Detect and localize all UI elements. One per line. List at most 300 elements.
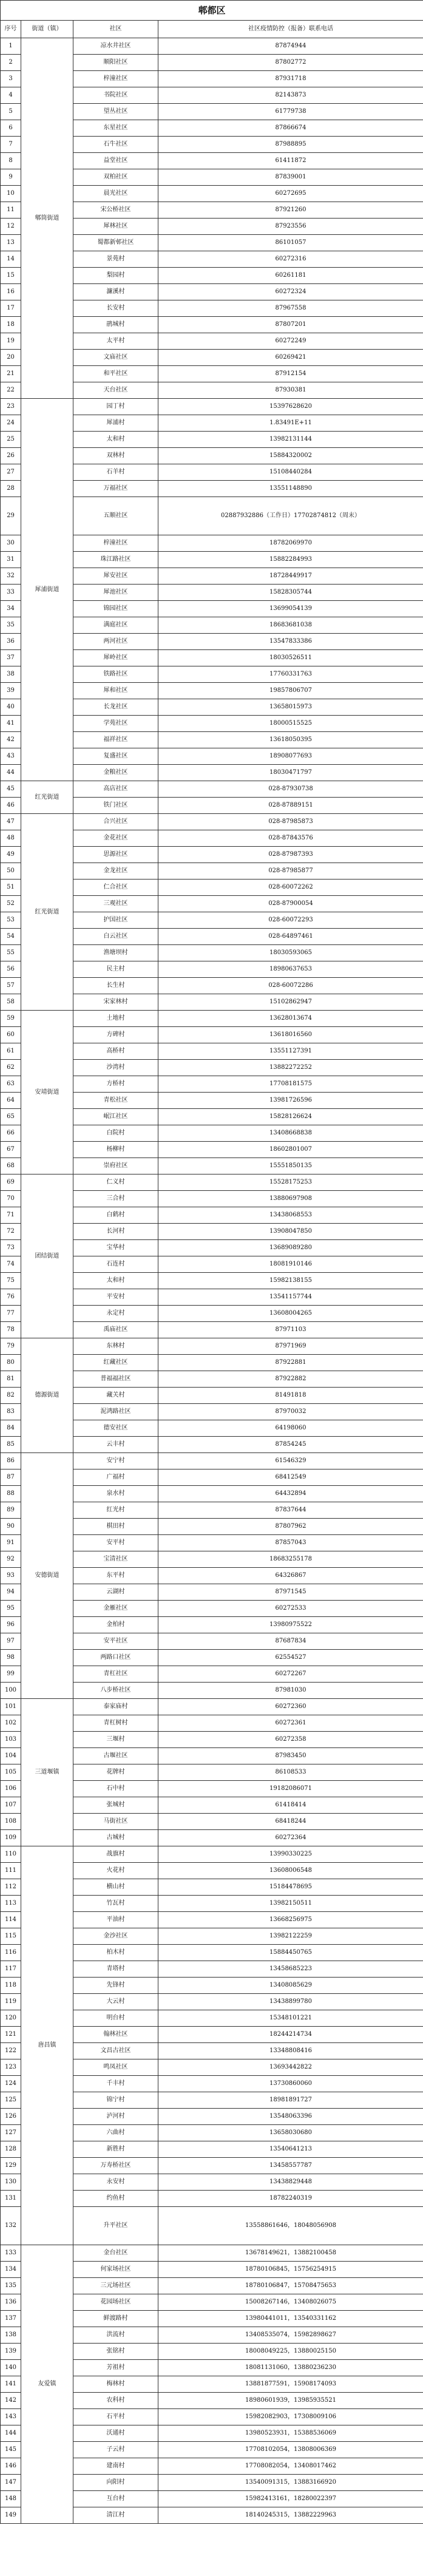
contact-cell: 13438899780 <box>158 1994 423 2010</box>
community-cell: 金雁社区 <box>73 1601 158 1617</box>
community-cell: 平安村 <box>73 1289 158 1306</box>
contact-cell: 13458557787 <box>158 2158 423 2174</box>
row-number: 81 <box>1 1371 21 1388</box>
row-number: 132 <box>1 2207 21 2245</box>
community-cell: 锦宁村 <box>73 2092 158 2109</box>
contact-cell: 87971103 <box>158 1322 423 1338</box>
row-number: 19 <box>1 333 21 350</box>
community-cell: 和平社区 <box>73 366 158 382</box>
row-number: 68 <box>1 1158 21 1174</box>
row-number: 80 <box>1 1355 21 1371</box>
community-cell: 护国社区 <box>73 912 158 929</box>
row-number: 59 <box>1 1011 21 1027</box>
contact-cell: 18683681038 <box>158 617 423 634</box>
row-number: 139 <box>1 2344 21 2360</box>
community-cell: 两路口社区 <box>73 1650 158 1666</box>
contact-cell: 60272249 <box>158 333 423 350</box>
header-contact: 社区疫情防控（报备）联系电话 <box>158 21 423 38</box>
community-cell: 犀池社区 <box>73 585 158 601</box>
contact-cell: 028-87987393 <box>158 847 423 863</box>
row-number: 107 <box>1 1797 21 1814</box>
community-cell: 渔塘坝村 <box>73 945 158 961</box>
row-number: 143 <box>1 2409 21 2425</box>
contact-cell: 60272316 <box>158 251 423 268</box>
community-cell: 梅林村 <box>73 2376 158 2393</box>
row-number: 125 <box>1 2092 21 2109</box>
contact-cell: 87802772 <box>158 55 423 71</box>
contact-cell: 87912154 <box>158 366 423 382</box>
row-number: 1 <box>1 38 21 55</box>
community-cell: 福祥社区 <box>73 732 158 748</box>
contact-cell: 13551127391 <box>158 1043 423 1060</box>
contact-cell: 60272695 <box>158 186 423 202</box>
row-number: 140 <box>1 2360 21 2376</box>
community-cell: 两河社区 <box>73 634 158 650</box>
community-cell: 石平村 <box>73 2409 158 2425</box>
community-cell: 约鱼村 <box>73 2191 158 2207</box>
contact-cell: 61779738 <box>158 104 423 120</box>
community-cell: 复盛社区 <box>73 748 158 765</box>
row-number: 95 <box>1 1601 21 1617</box>
contact-cell: 13982150511 <box>158 1896 423 1912</box>
community-cell: 万寿桥社区 <box>73 2158 158 2174</box>
community-cell: 双林村 <box>73 448 158 464</box>
row-number: 42 <box>1 732 21 748</box>
contact-cell: 13658015973 <box>158 699 423 716</box>
community-cell: 思源社区 <box>73 847 158 863</box>
row-number: 47 <box>1 814 21 830</box>
row-number: 87 <box>1 1469 21 1486</box>
community-cell: 翰林社区 <box>73 2027 158 2043</box>
contact-cell: 17708181575 <box>158 1076 423 1093</box>
contact-cell: 18908077693 <box>158 748 423 765</box>
community-cell: 青塔村 <box>73 1961 158 1978</box>
table-row <box>1 2245 423 2262</box>
row-number: 18 <box>1 317 21 333</box>
row-number: 6 <box>1 120 21 137</box>
community-cell: 火花村 <box>73 1863 158 1879</box>
community-cell: 长生村 <box>73 978 158 994</box>
row-number: 44 <box>1 765 21 781</box>
contact-cell: 87807201 <box>158 317 423 333</box>
community-cell: 三合村 <box>73 1191 158 1207</box>
contact-cell: 13408535074，15982898627 <box>158 2327 423 2344</box>
contact-cell: 61546329 <box>158 1453 423 1469</box>
contact-cell: 60261181 <box>158 268 423 284</box>
contact-cell: 13608004265 <box>158 1306 423 1322</box>
contact-cell: 13908047850 <box>158 1224 423 1240</box>
contact-cell: 87981030 <box>158 1683 423 1699</box>
contact-cell: 18081131060，13880236230 <box>158 2360 423 2376</box>
contact-cell: 18782069970 <box>158 535 423 552</box>
community-cell: 三堰村 <box>73 1732 158 1748</box>
contact-cell: 87807962 <box>158 1519 423 1535</box>
row-number: 122 <box>1 2043 21 2059</box>
community-cell: 青杠树村 <box>73 1715 158 1732</box>
contact-cell: 61418414 <box>158 1797 423 1814</box>
contact-cell: 028-60072262 <box>158 880 423 896</box>
row-number: 121 <box>1 2027 21 2043</box>
row-number: 16 <box>1 284 21 300</box>
row-number: 77 <box>1 1306 21 1322</box>
community-cell: 东星社区 <box>73 120 158 137</box>
contact-cell: 87971969 <box>158 1338 423 1355</box>
row-number: 126 <box>1 2109 21 2125</box>
contact-cell: 028-87985877 <box>158 863 423 880</box>
contact-cell: 028-87985873 <box>158 814 423 830</box>
contact-cell: 028-60072286 <box>158 978 423 994</box>
street-cell: 郫筒街道 <box>21 38 73 399</box>
contact-cell: 18780106845，15756254915 <box>158 2262 423 2278</box>
row-number: 48 <box>1 830 21 847</box>
community-cell: 锦园社区 <box>73 601 158 617</box>
community-cell: 沙湾村 <box>73 1060 158 1076</box>
row-number: 86 <box>1 1453 21 1469</box>
row-number: 111 <box>1 1863 21 1879</box>
row-number: 91 <box>1 1535 21 1551</box>
contact-cell: 1.83491E+11 <box>158 415 423 432</box>
row-number: 142 <box>1 2393 21 2409</box>
contact-cell: 87930381 <box>158 382 423 399</box>
community-cell: 石羊村 <box>73 464 158 481</box>
community-cell: 濂溪村 <box>73 284 158 300</box>
community-cell: 泉水村 <box>73 1486 158 1502</box>
row-number: 50 <box>1 863 21 880</box>
community-cell: 鲜渡路村 <box>73 2311 158 2327</box>
community-cell: 安宁村 <box>73 1453 158 1469</box>
row-number: 110 <box>1 1846 21 1863</box>
contact-cell: 15348101221 <box>158 2010 423 2027</box>
row-number: 93 <box>1 1568 21 1584</box>
row-number: 17 <box>1 300 21 317</box>
community-cell: 犀和社区 <box>73 683 158 699</box>
community-cell: 建南村 <box>73 2458 158 2475</box>
row-number: 22 <box>1 382 21 399</box>
contact-cell: 60269421 <box>158 350 423 366</box>
contact-cell: 13558861646，18048056908 <box>158 2207 423 2245</box>
contact-cell: 13699054139 <box>158 601 423 617</box>
community-cell: 藏关村 <box>73 1388 158 1404</box>
row-number: 115 <box>1 1928 21 1945</box>
contact-cell: 60272364 <box>158 1830 423 1846</box>
contact-cell: 68412549 <box>158 1469 423 1486</box>
row-number: 82 <box>1 1388 21 1404</box>
row-number: 53 <box>1 912 21 929</box>
row-number: 52 <box>1 896 21 912</box>
community-cell: 安平社区 <box>73 1633 158 1650</box>
row-number: 144 <box>1 2425 21 2442</box>
street-cell: 犀浦街道 <box>21 399 73 781</box>
contact-cell: 15528175253 <box>158 1174 423 1191</box>
community-cell: 铁路社区 <box>73 666 158 683</box>
community-cell: 柏木村 <box>73 1945 158 1961</box>
community-cell: 宋公桥社区 <box>73 202 158 219</box>
row-number: 85 <box>1 1437 21 1453</box>
header-row <box>1 21 423 38</box>
row-number: 83 <box>1 1404 21 1420</box>
community-cell: 宝华村 <box>73 1240 158 1256</box>
community-cell: 书院社区 <box>73 87 158 104</box>
row-number: 137 <box>1 2311 21 2327</box>
community-cell: 青杠社区 <box>73 1666 158 1683</box>
contact-cell: 028-64897461 <box>158 929 423 945</box>
community-cell: 犀浦村 <box>73 415 158 432</box>
contact-cell: 13689089280 <box>158 1240 423 1256</box>
row-number: 24 <box>1 415 21 432</box>
row-number: 45 <box>1 781 21 798</box>
row-number: 134 <box>1 2262 21 2278</box>
row-number: 64 <box>1 1093 21 1109</box>
contact-cell: 18602801007 <box>158 1142 423 1158</box>
row-number: 146 <box>1 2458 21 2475</box>
community-cell: 犀岭社区 <box>73 650 158 666</box>
contact-cell: 15982413161，18280022397 <box>158 2491 423 2507</box>
table-body <box>1 38 423 2524</box>
community-cell: 金龙社区 <box>73 863 158 880</box>
contact-cell: 68418244 <box>158 1814 423 1830</box>
community-cell: 八步桥社区 <box>73 1683 158 1699</box>
row-number: 108 <box>1 1814 21 1830</box>
contact-cell: 13618050395 <box>158 732 423 748</box>
community-cell: 清江村 <box>73 2507 158 2524</box>
community-cell: 东平村 <box>73 1568 158 1584</box>
community-cell: 向阳村 <box>73 2475 158 2491</box>
community-cell: 沃通村 <box>73 2425 158 2442</box>
community-cell: 大云村 <box>73 1994 158 2010</box>
row-number: 70 <box>1 1191 21 1207</box>
table-row <box>1 781 423 798</box>
community-cell: 古堰社区 <box>73 1748 158 1764</box>
community-cell: 文庙社区 <box>73 350 158 366</box>
table-row <box>1 1453 423 1469</box>
community-cell: 金柏村 <box>73 1617 158 1633</box>
contact-cell: 15008267146，13408026075 <box>158 2294 423 2311</box>
contact-cell: 13540091315，13883166920 <box>158 2475 423 2491</box>
contact-cell: 13980523931，15388536069 <box>158 2425 423 2442</box>
street-cell: 安靖街道 <box>21 1011 73 1174</box>
row-number: 102 <box>1 1715 21 1732</box>
community-cell: 张城村 <box>73 1797 158 1814</box>
community-cell: 云丰村 <box>73 1437 158 1453</box>
contact-cell: 13980975522 <box>158 1617 423 1633</box>
contact-cell: 13408668838 <box>158 1125 423 1142</box>
community-cell: 白云社区 <box>73 929 158 945</box>
contact-cell: 18728449917 <box>158 568 423 585</box>
community-cell: 学苑社区 <box>73 716 158 732</box>
row-number: 20 <box>1 350 21 366</box>
community-cell: 普福福社区 <box>73 1371 158 1388</box>
row-number: 114 <box>1 1912 21 1928</box>
community-cell: 高桥村 <box>73 1043 158 1060</box>
table-row <box>1 1011 423 1027</box>
row-number: 34 <box>1 601 21 617</box>
contact-cell: 64432894 <box>158 1486 423 1502</box>
contact-cell: 13981726596 <box>158 1093 423 1109</box>
community-cell: 红藏社区 <box>73 1355 158 1371</box>
community-cell: 农科村 <box>73 2393 158 2409</box>
row-number: 31 <box>1 552 21 568</box>
community-cell: 崇府社区 <box>73 1158 158 1174</box>
row-number: 7 <box>1 137 21 153</box>
community-cell: 禹庙社区 <box>73 1322 158 1338</box>
contact-cell: 87931718 <box>158 71 423 87</box>
row-number: 123 <box>1 2059 21 2076</box>
contact-cell: 13547833386 <box>158 634 423 650</box>
contact-cell: 13458685223 <box>158 1961 423 1978</box>
row-number: 4 <box>1 87 21 104</box>
row-number: 72 <box>1 1224 21 1240</box>
community-cell: 太和村 <box>73 1273 158 1289</box>
community-cell: 何家场社区 <box>73 2262 158 2278</box>
street-cell: 唐昌镇 <box>21 1846 73 2245</box>
contact-cell: 13438068553 <box>158 1207 423 1224</box>
table-row <box>1 399 423 415</box>
contact-cell: 18000515525 <box>158 716 423 732</box>
contact-cell: 64198060 <box>158 1420 423 1437</box>
contact-cell: 18244214734 <box>158 2027 423 2043</box>
community-cell: 蜀都新邨社区 <box>73 235 158 251</box>
contact-cell: 02887932886（工作日）17702874812（周末） <box>158 497 423 535</box>
community-cell: 长龙社区 <box>73 699 158 716</box>
community-cell: 益堂社区 <box>73 153 158 169</box>
contact-cell: 18008049225，13880025150 <box>158 2344 423 2360</box>
contact-cell: 13990330225 <box>158 1846 423 1863</box>
community-cell: 天台社区 <box>73 382 158 399</box>
contact-cell: 028-60072293 <box>158 912 423 929</box>
row-number: 90 <box>1 1519 21 1535</box>
contact-cell: 87837644 <box>158 1502 423 1519</box>
community-cell: 凉水井社区 <box>73 38 158 55</box>
row-number: 56 <box>1 961 21 978</box>
row-number: 96 <box>1 1617 21 1633</box>
contact-cell: 13438829448 <box>158 2174 423 2191</box>
community-cell: 竹瓦村 <box>73 1896 158 1912</box>
street-cell: 团结街道 <box>21 1174 73 1338</box>
row-number: 138 <box>1 2327 21 2344</box>
table-row <box>1 1174 423 1191</box>
community-cell: 文昌古社区 <box>73 2043 158 2059</box>
contact-cell: 13658030680 <box>158 2125 423 2141</box>
contact-cell: 15982138155 <box>158 1273 423 1289</box>
contact-cell: 13408085629 <box>158 1978 423 1994</box>
contact-cell: 13882272252 <box>158 1060 423 1076</box>
community-cell: 花牌村 <box>73 1764 158 1781</box>
header-street: 街道（镇） <box>21 21 73 38</box>
community-cell: 园丁村 <box>73 399 158 415</box>
community-cell: 德安社区 <box>73 1420 158 1437</box>
row-number: 33 <box>1 585 21 601</box>
contact-cell: 13608006548 <box>158 1863 423 1879</box>
street-cell: 友爱镇 <box>21 2245 73 2524</box>
contact-cell: 18030526511 <box>158 650 423 666</box>
community-cell: 云湖村 <box>73 1584 158 1601</box>
row-number: 51 <box>1 880 21 896</box>
row-number: 8 <box>1 153 21 169</box>
row-number: 46 <box>1 798 21 814</box>
row-number: 23 <box>1 399 21 415</box>
row-number: 141 <box>1 2376 21 2393</box>
contact-cell: 60272533 <box>158 1601 423 1617</box>
contact-cell: 13982131144 <box>158 432 423 448</box>
header-no: 序号 <box>1 21 21 38</box>
community-cell: 泰家庙村 <box>73 1699 158 1715</box>
community-cell: 景苑村 <box>73 251 158 268</box>
row-number: 26 <box>1 448 21 464</box>
contact-cell: 13881877591，15908174093 <box>158 2376 423 2393</box>
community-cell: 子云村 <box>73 2442 158 2458</box>
community-cell: 安平村 <box>73 1535 158 1551</box>
contact-cell: 18980637653 <box>158 961 423 978</box>
row-number: 74 <box>1 1256 21 1273</box>
contact-cell: 15982082903，17308009106 <box>158 2409 423 2425</box>
community-cell: 民主村 <box>73 961 158 978</box>
community-cell: 梓潼社区 <box>73 71 158 87</box>
community-cell: 双柏社区 <box>73 169 158 186</box>
contact-cell: 19857806707 <box>158 683 423 699</box>
contact-cell: 15882284993 <box>158 552 423 568</box>
community-cell: 合兴社区 <box>73 814 158 830</box>
row-number: 36 <box>1 634 21 650</box>
community-cell: 花园场社区 <box>73 2294 158 2311</box>
contact-cell: 13628013674 <box>158 1011 423 1027</box>
row-number: 149 <box>1 2507 21 2524</box>
row-number: 28 <box>1 481 21 497</box>
street-cell: 红光街道 <box>21 781 73 814</box>
community-cell: 马街社区 <box>73 1814 158 1830</box>
row-number: 43 <box>1 748 21 765</box>
row-number: 27 <box>1 464 21 481</box>
row-number: 60 <box>1 1027 21 1043</box>
row-number: 105 <box>1 1764 21 1781</box>
community-cell: 永定村 <box>73 1306 158 1322</box>
row-number: 55 <box>1 945 21 961</box>
row-number: 84 <box>1 1420 21 1437</box>
contact-cell: 15884450765 <box>158 1945 423 1961</box>
community-cell: 平油村 <box>73 1912 158 1928</box>
contact-cell: 18780106847，15708475653 <box>158 2278 423 2294</box>
community-cell: 棋田村 <box>73 1519 158 1535</box>
row-number: 133 <box>1 2245 21 2262</box>
contact-cell: 87687834 <box>158 1633 423 1650</box>
contact-cell: 13618016560 <box>158 1027 423 1043</box>
community-cell: 千丰村 <box>73 2076 158 2092</box>
row-number: 71 <box>1 1207 21 1224</box>
community-cell: 互台村 <box>73 2491 158 2507</box>
contact-cell: 60272267 <box>158 1666 423 1683</box>
table-row <box>1 1338 423 1355</box>
community-cell: 鹃城村 <box>73 317 158 333</box>
row-number: 120 <box>1 2010 21 2027</box>
row-number: 63 <box>1 1076 21 1093</box>
community-cell: 古城村 <box>73 1830 158 1846</box>
row-number: 54 <box>1 929 21 945</box>
contact-cell: 15108440284 <box>158 464 423 481</box>
contact-cell: 028-87930738 <box>158 781 423 798</box>
contact-cell: 13551148890 <box>158 481 423 497</box>
contact-cell: 86101057 <box>158 235 423 251</box>
contact-cell: 13980441011，13540331162 <box>158 2311 423 2327</box>
contact-cell: 19182086071 <box>158 1781 423 1797</box>
contact-cell: 028-87889151 <box>158 798 423 814</box>
contact-cell: 18081910146 <box>158 1256 423 1273</box>
contact-cell: 87857043 <box>158 1535 423 1551</box>
contact-cell: 028-87843576 <box>158 830 423 847</box>
row-number: 112 <box>1 1879 21 1896</box>
row-number: 57 <box>1 978 21 994</box>
row-number: 131 <box>1 2191 21 2207</box>
community-cell: 犀林社区 <box>73 219 158 235</box>
contact-cell: 18030471797 <box>158 765 423 781</box>
